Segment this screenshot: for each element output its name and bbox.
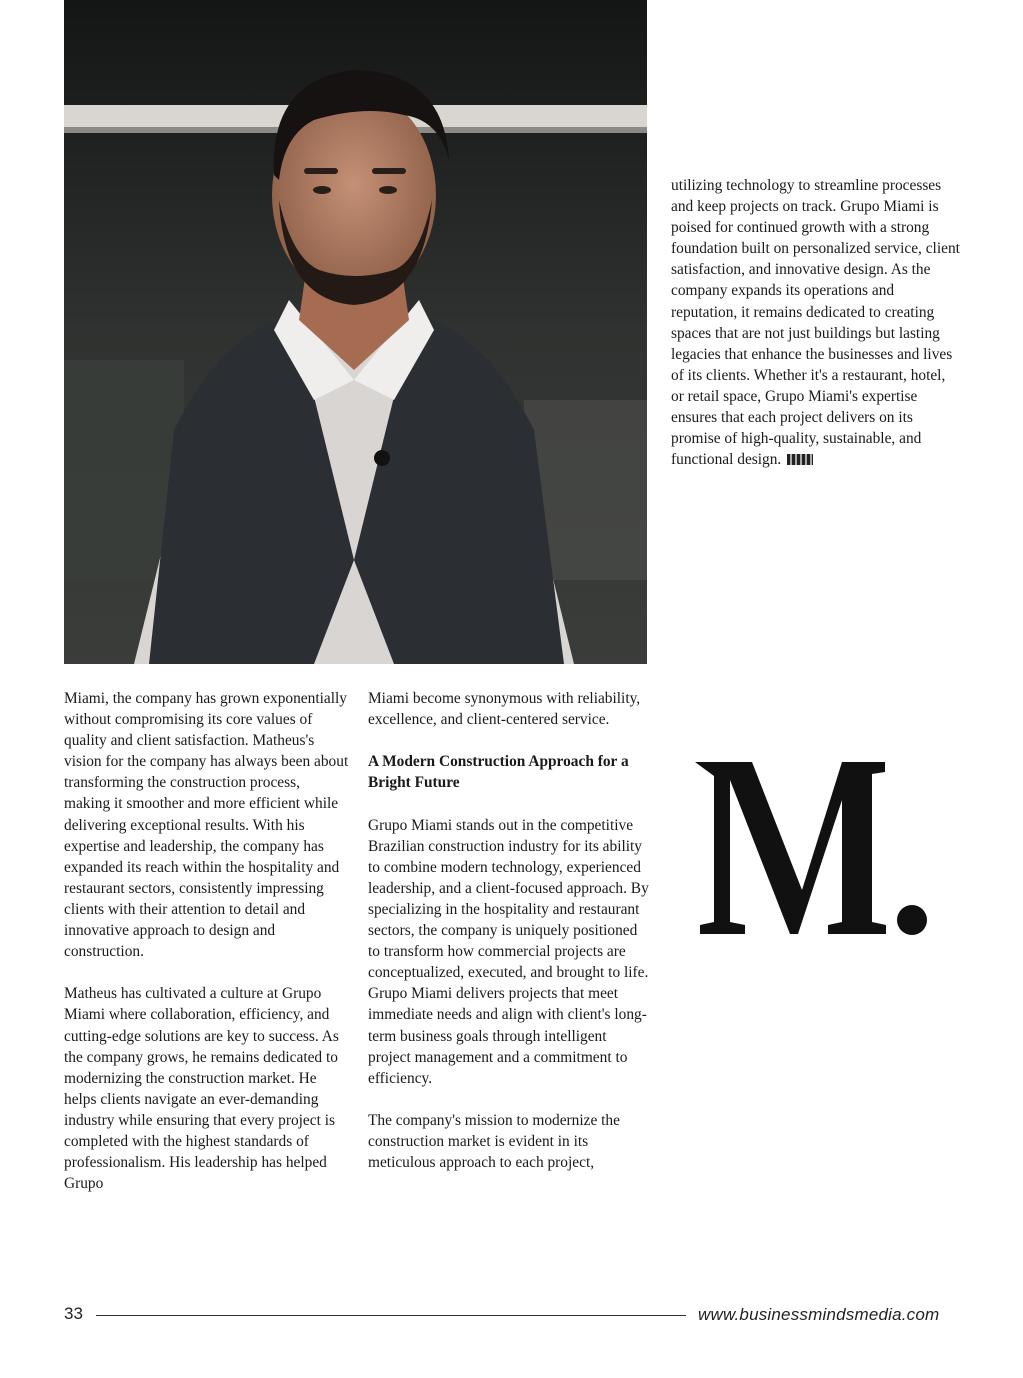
m-logo-icon [690, 740, 950, 950]
article-column-right [671, 175, 961, 470]
section-heading: A Modern Construction Approach for a Bright Future [368, 753, 629, 792]
portrait-image [64, 0, 647, 664]
page-number: 33 [64, 1304, 83, 1323]
article-column-1 [64, 688, 349, 1194]
paragraph: Matheus has cultivated a culture at Grupo Miami where collaboration, efficiency, and cutting-edge solutions are key to success. As the company grows, he remains dedicated to modernizing the construction market. He helps clients navigate an ever-demanding industry while ensuring that every project is completed with the highest standards of professionalism. His leadership has helped Grupo [64, 985, 339, 1193]
footer-website-link[interactable]: www.businessmindsmedia.com [698, 1305, 940, 1324]
paragraph: Miami become synonymous with reliability, excellence, and client-centered service. [368, 690, 641, 729]
portrait-photo [64, 0, 647, 664]
company-logo [690, 740, 950, 950]
paragraph: Miami, the company has grown exponentially without compromising its core values of quality and client satisfaction. Matheus's vision for the company has always been about transforming the construction process, making it smoother and more efficient while delivering exceptional results. With his expertise and leadership, the company has expanded its reach within the hospitality and restaurant sectors, consistently impressing clients with their attention to detail and innovative approach to design and construction. [64, 690, 349, 961]
column-right-text: utilizing technology to streamline processes and keep projects on track. Grupo Miami is poised for continued growth with a strong foundation built on personalized service, client satisfaction, and innovative design. As the company expands its operations and reputation, it remains dedicated to creating spaces that are not just buildings but lasting legacies that enhance the businesses and lives of its clients. Whether it's a restaurant, hotel, or retail space, Grupo Miami's expertise ensures that each project delivers on its promise of high-quality, sustainable, and functional design. [671, 177, 960, 469]
paragraph: The company's mission to modernize the construction market is evident in its meticulous approach to each project, [368, 1111, 620, 1172]
footer-divider [96, 1315, 686, 1316]
paragraph: Grupo Miami stands out in the competitive Brazilian construction industry for its ability to combine modern technology, experienced leadership, and a client-focused approach. By specializing in the hospitality and restaurant sectors, the company is uniquely positioned to transform how commercial projects are conceptualized, executed, and brought to life. Grupo Miami delivers projects that meet immediate needs and align with client's long-term business goals through intelligent project management and a commitment to efficiency. [368, 816, 649, 1087]
article-column-2 [368, 688, 653, 1173]
end-of-article-icon [787, 454, 813, 465]
